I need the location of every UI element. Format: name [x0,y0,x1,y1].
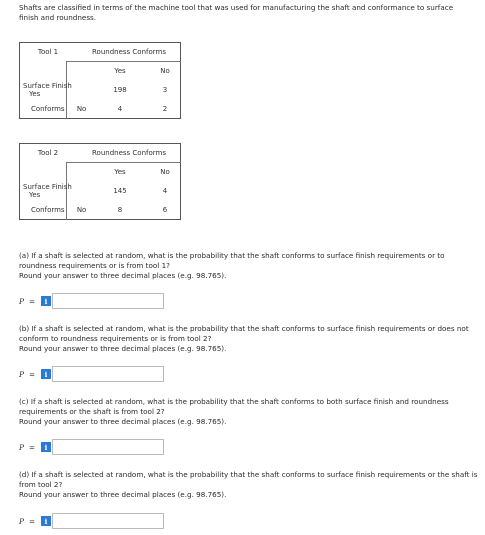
table-cell: 4 [162,186,168,195]
answer-input-d[interactable] [52,513,164,529]
column-no-label: No [160,66,170,75]
row-header-label: Conforms [31,104,65,113]
table-tool-label: Tool 2 [37,148,59,157]
answer-row-c [19,439,164,455]
column-header: Roundness Conforms [92,47,166,56]
question-b [19,324,481,354]
table-cell: 198 [113,85,127,94]
problem-intro: Shafts are classified in terms of the machine tool that was used for manufacturing the shaft and conformance to surface finish and roundness. [19,3,454,22]
answer-input-b[interactable] [52,366,164,382]
table-cell: 3 [162,85,168,94]
rounding-hint: Round your answer to three decimal places (e.g. 98.765). [19,417,227,426]
equals-sign: = [29,516,36,526]
rounding-hint: Round your answer to three decimal places (e.g. 98.765). [19,490,227,499]
equals-sign: = [29,296,36,306]
tool1-contingency-table [19,42,181,118]
equals-sign: = [29,369,36,379]
table-cell: 2 [162,104,168,113]
table-cell: 8 [117,205,123,214]
equals-sign: = [29,442,36,452]
question-text: (a) If a shaft is selected at random, what is the probability that the shaft conforms to surface finish requirements or to roundness requirements or is from tool 1? [19,251,445,270]
info-icon[interactable]: i [41,296,51,306]
row-header [19,80,91,99]
question-d [19,470,481,500]
row-yes-label: Yes [29,190,41,199]
question-text: (b) If a shaft is selected at random, what is the probability that the shaft conforms to surface finish requirements or does not conform to roundness requirements or is from tool 2? [19,324,469,343]
tool2-contingency-table [19,143,181,219]
table-cell: 145 [113,186,127,195]
answer-input-c[interactable] [52,439,164,455]
row-header [19,200,91,219]
answer-variable-label: P [19,516,25,526]
rounding-hint: Round your answer to three decimal places (e.g. 98.765). [19,271,227,280]
table-tool-label: Tool 1 [37,47,59,56]
info-icon[interactable]: i [41,369,51,379]
column-yes-label: Yes [114,66,126,75]
row-header [19,181,91,200]
question-a [19,251,481,281]
answer-row-b [19,366,164,382]
column-header: Roundness Conforms [92,148,166,157]
row-yes-label: Yes [29,89,41,98]
rounding-hint: Round your answer to three decimal places (e.g. 98.765). [19,344,227,353]
table-cell: 4 [117,104,123,113]
row-header-label: Surface Finish [23,81,72,90]
question-c [19,397,481,427]
column-yes-label: Yes [114,167,126,176]
info-icon[interactable]: i [41,442,51,452]
column-no-label: No [160,167,170,176]
answer-row-a [19,293,164,309]
question-text: (d) If a shaft is selected at random, what is the probability that the shaft conforms to surface finish requirements or the shaft is from tool 2? [19,470,478,489]
row-no-label: No [76,104,87,113]
answer-variable-label: P [19,369,25,379]
row-header-label: Surface Finish [23,182,72,191]
row-header [19,99,91,118]
row-header-label: Conforms [31,205,65,214]
row-no-label: No [76,205,87,214]
info-icon[interactable]: i [41,516,51,526]
answer-row-d [19,513,164,529]
answer-variable-label: P [19,296,25,306]
table-cell: 6 [162,205,168,214]
question-text: (c) If a shaft is selected at random, what is the probability that the shaft conforms to both surface finish and roundness requirements or the shaft is from tool 2? [19,397,449,416]
answer-variable-label: P [19,442,25,452]
answer-input-a[interactable] [52,293,164,309]
